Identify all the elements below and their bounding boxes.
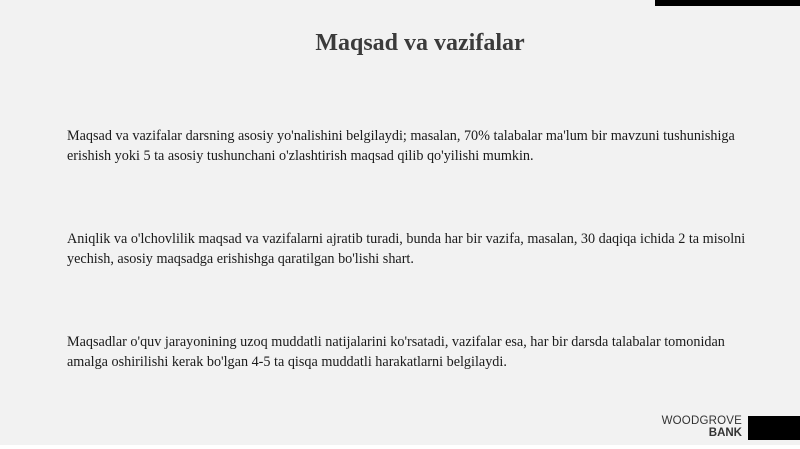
logo-text-bank: BANK xyxy=(708,427,742,439)
paragraph-2: Aniqlik va o'lchovlilik maqsad va vazifalarni ajratib turadi, bunda har bir vazifa, masalan, 30 daqiqa ichida 2 ta misolni yechish, asosiy maqsadga erishishga qaratilgan bo'lishi shart. xyxy=(67,231,746,267)
paragraph-3: Maqsadlar o'quv jarayonining uzoq muddatli natijalarini ko'rsatadi, vazifalar esa, har bir darsda talabalar tomonidan amalga oshirilishi kerak bo'lgan 4-5 ta qisqa muddatli harakatlarni belgilaydi. xyxy=(67,334,725,370)
slide-title: Maqsad va vazifalar xyxy=(315,30,525,56)
logo-text-woodgrove: WOODGROVE xyxy=(661,415,742,427)
paragraph-1: Maqsad va vazifalar darsning asosiy yo'nalishini belgilaydi; masalan, 70% talabalar ma'lum bir mavzuni tushunishiga erishish yoki 5 ta asosiy tushunchani o'zlashtirish maqsad qilib qo'yilishi mumkin. xyxy=(67,128,735,164)
woodgrove-bank-logo xyxy=(656,415,742,439)
logo-block xyxy=(748,416,800,440)
bottom-edge xyxy=(0,445,800,449)
top-right-edge xyxy=(655,0,800,6)
